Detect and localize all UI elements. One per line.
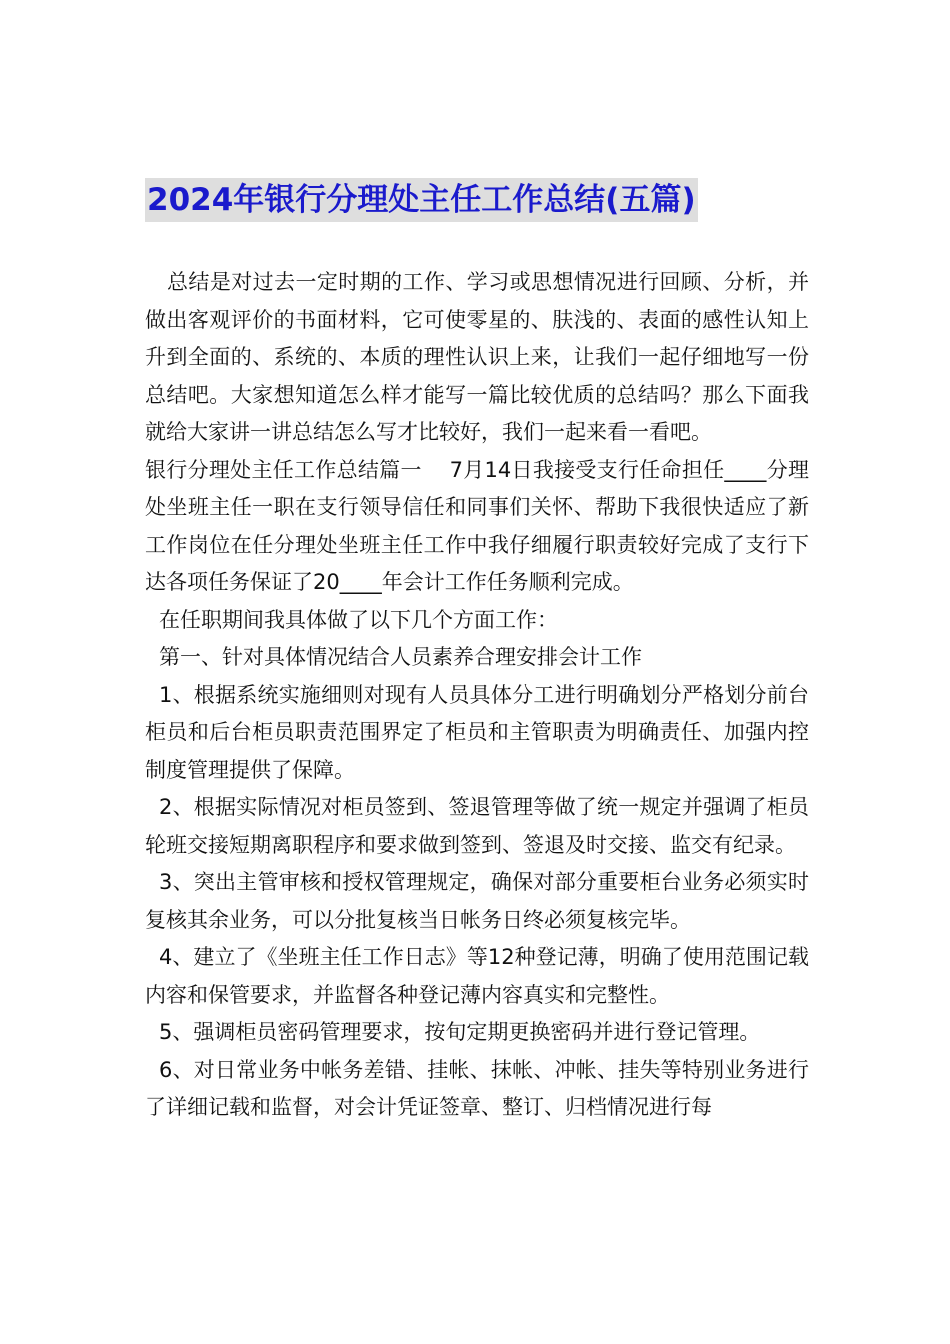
document-body	[145, 264, 809, 1127]
intro-paragraph: 总结是对过去一定时期的工作、学习或思想情况进行回顾、分析，并做出客观评价的书面材料，它可使零星的、肤浅的、表面的感性认知上升到全面的、系统的、本质的理性认识上来，让我们一起仔细地写一份总结吧。大家想知道怎么样才能写一篇比较优质的总结吗？那么下面我就给大家讲一讲总结怎么写才比较好，我们一起来看一看吧。	[145, 270, 809, 444]
item-2-paragraph: 2、根据实际情况对柜员签到、签退管理等做了统一规定并强调了柜员轮班交接短期离职程序和要求做到签到、签退及时交接、监交有纪录。	[145, 795, 809, 857]
work-overview-paragraph: 在任职期间我具体做了以下几个方面工作：	[159, 607, 558, 632]
title-block	[145, 178, 805, 222]
work-heading-paragraph: 第一、针对具体情况结合人员素养合理安排会计工作	[159, 645, 642, 669]
item-1-paragraph: 1、根据系统实施细则对现有人员具体分工进行明确划分严格划分前台柜员和后台柜员职责范围界定了柜员和主管职责为明确责任、加强内控制度管理提供了保障。	[145, 682, 809, 782]
document-title: 2024年银行分理处主任工作总结(五篇)	[145, 178, 698, 222]
item-3-paragraph: 3、突出主管审核和授权管理规定，确保对部分重要柜台业务必须实时复核其余业务，可以分批复核当日帐务日终必须复核完毕。	[145, 870, 809, 932]
section-one-paragraph: 银行分理处主任工作总结篇一 7月14日我接受支行任命担任____分理处坐班主任一职在支行领导信任和同事们关怀、帮助下我很快适应了新工作岗位在任分理处坐班主任工作中我仔细履行职责较好完成了支行下达各项任务保证了20____年会计工作任务顺利完成。	[145, 457, 809, 594]
item-4-paragraph: 4、建立了《坐班主任工作日志》等12种登记薄，明确了使用范围记载内容和保管要求，并监督各种登记薄内容真实和完整性。	[145, 945, 809, 1007]
item-5-paragraph: 5、强调柜员密码管理要求，按旬定期更换密码并进行登记管理。	[159, 1020, 761, 1044]
item-6-paragraph: 6、对日常业务中帐务差错、挂帐、抹帐、冲帐、挂失等特别业务进行了详细记载和监督，对会计凭证签章、整订、归档情况进行每	[145, 1057, 809, 1119]
